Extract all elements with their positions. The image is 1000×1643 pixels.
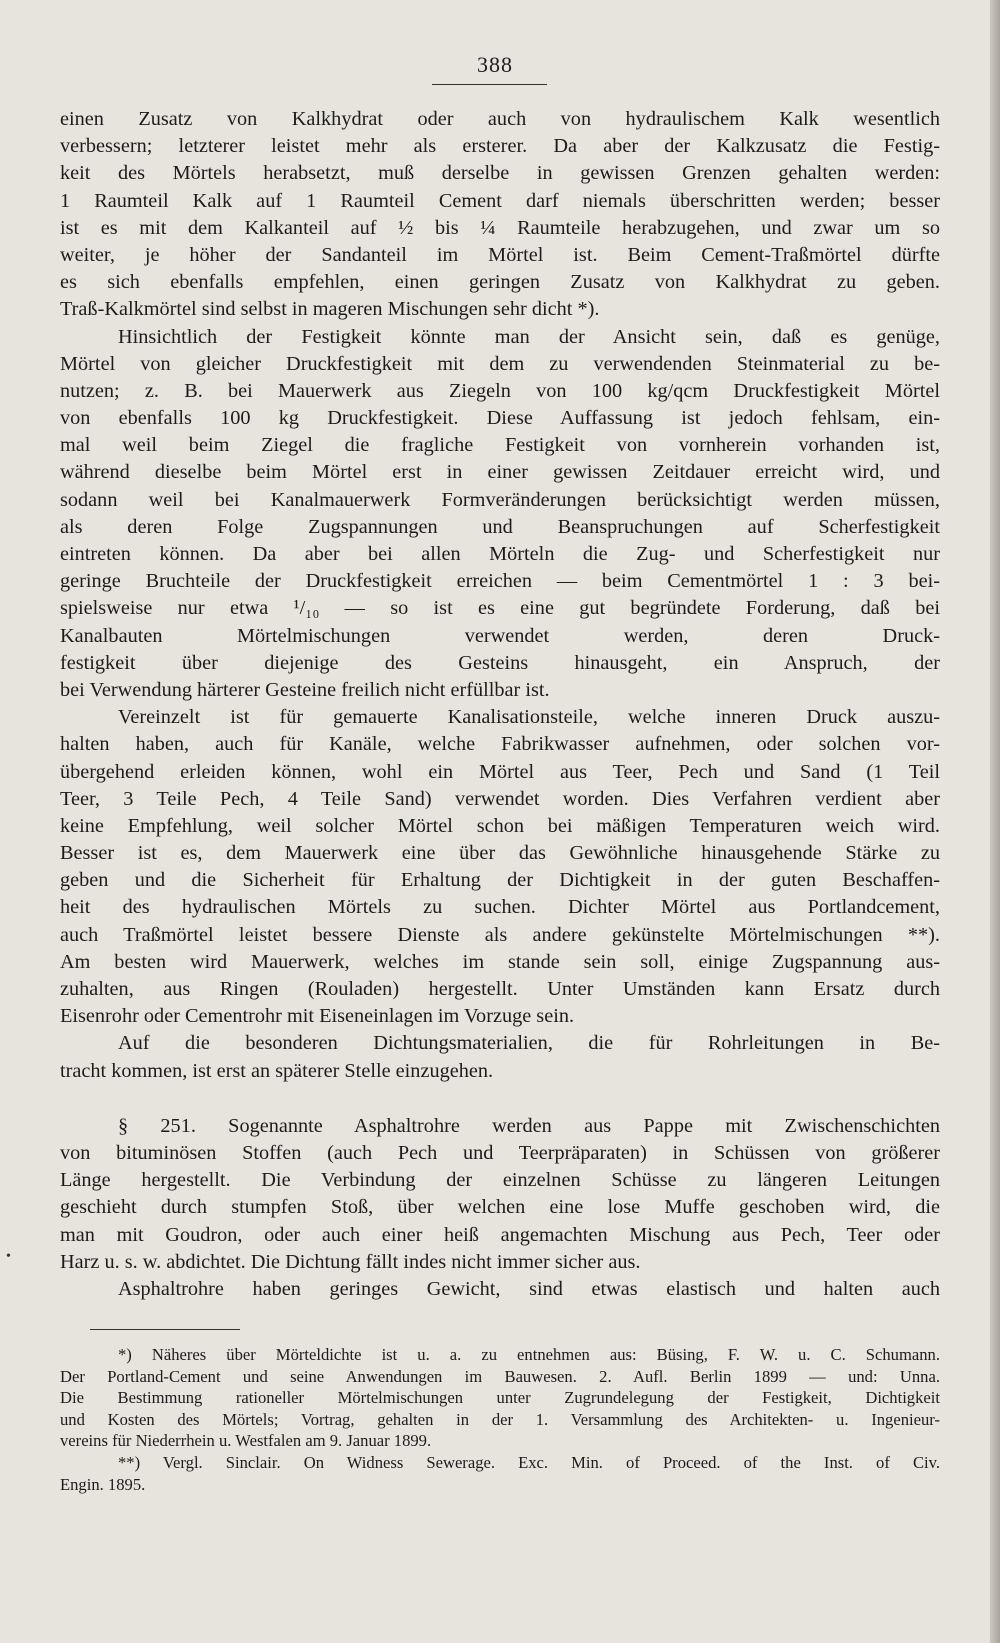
text-line: ist es mit dem Kalkanteil auf ½ bis ¼ Raumteile herabzugehen, und zwar um so: [60, 216, 940, 239]
text-line: Auf die besonderen Dichtungsmaterialien, die für Rohrleitungen in Be-: [118, 1032, 940, 1055]
text-line: § 251. Sogenannte Asphaltrohre werden aus Pappe mit Zwischenschichten: [118, 1114, 940, 1137]
text-line: Kanalbauten Mörtelmischungen verwendet werden, deren Druck-: [60, 624, 940, 647]
body-text: [60, 106, 940, 1303]
text-line: Am besten wird Mauerwerk, welches im stande sein soll, einige Zugspannung aus-: [60, 950, 940, 973]
text-line: spielsweise nur etwa ¹/₁₀ — so ist es eine gut begründete Forderung, daß bei: [60, 597, 940, 620]
text-line: geringe Bruchteile der Druckfestigkeit erreichen — beim Cementmörtel 1 : 3 bei-: [60, 570, 940, 593]
text-line: nutzen; z. B. bei Mauerwerk aus Ziegeln von 100 kg/qcm Druckfestigkeit Mörtel: [60, 379, 940, 402]
margin-mark: •: [6, 1249, 11, 1264]
text-line: man mit Goudron, oder auch einer heiß angemachten Mischung aus Pech, Teer oder: [60, 1223, 940, 1246]
footnote-rule: [90, 1329, 240, 1330]
page-number-rule: [432, 84, 547, 85]
text-line: festigkeit über diejenige des Gesteins hinausgeht, ein Anspruch, der: [60, 651, 940, 674]
footnotes: [60, 1344, 940, 1495]
text-line: Teer, 3 Teile Pech, 4 Teile Sand) verwendet worden. Dies Verfahren verdient aber: [60, 787, 940, 810]
footnote-line: **) Vergl. Sinclair. On Widness Sewerage. Exc. Min. of Proceed. of the Inst. of Civ.: [118, 1452, 940, 1472]
text-line: keit des Mörtels herabsetzt, muß derselbe in gewissen Grenzen gehalten werden:: [60, 162, 940, 185]
text-line: eintreten können. Da aber bei allen Mörteln die Zug- und Scherfestigkeit nur: [60, 543, 940, 565]
text-line: geschieht durch stumpfen Stoß, über welchen eine lose Muffe geschoben wird, die: [60, 1196, 940, 1219]
text-line: Traß-Kalkmörtel sind selbst in mageren Mischungen sehr dicht *).: [60, 298, 600, 321]
text-line: geben und die Sicherheit für Erhaltung der Dichtigkeit in der guten Beschaffen-: [60, 869, 940, 892]
text-line: sodann weil bei Kanalmauerwerk Formveränderungen berücksichtigt werden müssen,: [60, 488, 940, 511]
text-line: während dieselbe beim Mörtel erst in einer gewissen Zeitdauer erreicht wird, und: [60, 461, 940, 484]
footnote-line: vereins für Niederrhein u. Westfalen am 9. Januar 1899.: [60, 1431, 432, 1451]
text-line: von ebenfalls 100 kg Druckfestigkeit. Diese Auffassung ist jedoch fehlsam, ein-: [60, 407, 940, 430]
footnote-line: Der Portland-Cement und seine Anwendungen im Bauwesen. 2. Aufl. Berlin 1899 — und: Unna.: [60, 1366, 940, 1386]
text-line: 1 Raumteil Kalk auf 1 Raumteil Cement darf niemals überschritten werden; besser: [60, 189, 940, 212]
text-line: heit des hydraulischen Mörtels zu suchen. Dichter Mörtel aus Portlandcement,: [60, 896, 940, 919]
page-edge: [990, 0, 1000, 1643]
text-line: zuhalten, aus Ringen (Rouladen) hergestellt. Unter Umständen kann Ersatz durch: [60, 978, 940, 1000]
text-line: Asphaltrohre haben geringes Gewicht, sind etwas elastisch und halten auch: [118, 1277, 940, 1300]
text-line: halten haben, auch für Kanäle, welche Fabrikwasser aufnehmen, oder solchen vor-: [60, 733, 940, 756]
page-number: 388: [477, 52, 513, 77]
text-line: Vereinzelt ist für gemauerte Kanalisationsteile, welche inneren Druck auszu-: [118, 706, 940, 729]
text-line: von bituminösen Stoffen (auch Pech und Teerpräparaten) in Schüssen von größerer: [60, 1141, 940, 1164]
text-line: bei Verwendung härterer Gesteine freilich nicht erfüllbar ist.: [60, 678, 550, 701]
text-line: auch Traßmörtel leistet bessere Dienste als andere gekünstelte Mörtelmischungen **).: [60, 923, 940, 946]
text-line: verbessern; letzterer leistet mehr als ersterer. Da aber der Kalkzusatz die Festig-: [60, 135, 940, 158]
text-line: Harz u. s. w. abdichtet. Die Dichtung fällt indes nicht immer sicher aus.: [60, 1250, 641, 1273]
text-line: als deren Folge Zugspannungen und Beanspruchungen auf Scherfestigkeit: [60, 515, 940, 538]
text-line: Besser ist es, dem Mauerwerk eine über das Gewöhnliche hinausgehende Stärke zu: [60, 842, 940, 865]
text-line: Hinsichtlich der Festigkeit könnte man der Ansicht sein, daß es genüge,: [118, 325, 940, 348]
text-line: tracht kommen, ist erst an späterer Stelle einzugehen.: [60, 1059, 494, 1082]
footnote-line: Engin. 1895.: [60, 1474, 146, 1494]
footnote-line: Die Bestimmung rationeller Mörtelmischungen unter Zugrundelegung der Festigkeit, Dichtigkeit: [60, 1388, 940, 1408]
text-line: Länge hergestellt. Die Verbindung der einzelnen Schüsse zu längeren Leitungen: [60, 1169, 940, 1192]
text-line: Mörtel von gleicher Druckfestigkeit mit dem zu verwendenden Steinmaterial zu be-: [60, 352, 940, 375]
text-line: übergehend erleiden können, wohl ein Mörtel aus Teer, Pech und Sand (1 Teil: [60, 760, 940, 783]
text-line: es sich ebenfalls empfehlen, einen geringen Zusatz von Kalkhydrat zu geben.: [60, 271, 940, 294]
section-gap: [60, 1085, 940, 1113]
text-line: mal weil beim Ziegel die fragliche Festigkeit von vornherein vorhanden ist,: [60, 434, 940, 457]
text-line: einen Zusatz von Kalkhydrat oder auch von hydraulischem Kalk wesentlich: [60, 108, 940, 130]
footnote-line: *) Näheres über Mörteldichte ist u. a. zu entnehmen aus: Büsing, F. W. u. C. Schumann.: [118, 1345, 940, 1364]
text-line: Eisenrohr oder Cementrohr mit Eiseneinlagen im Vorzuge sein.: [60, 1005, 575, 1028]
text-line: keine Empfehlung, weil solcher Mörtel schon bei mäßigen Temperaturen weich wird.: [60, 814, 940, 837]
footnote-line: und Kosten des Mörtels; Vortrag, gehalten in der 1. Versammlung des Architekten- u. Ingenieur-: [60, 1409, 940, 1429]
text-line: weiter, je höher der Sandanteil im Mörtel ist. Beim Cement-Traßmörtel dürfte: [60, 243, 940, 266]
